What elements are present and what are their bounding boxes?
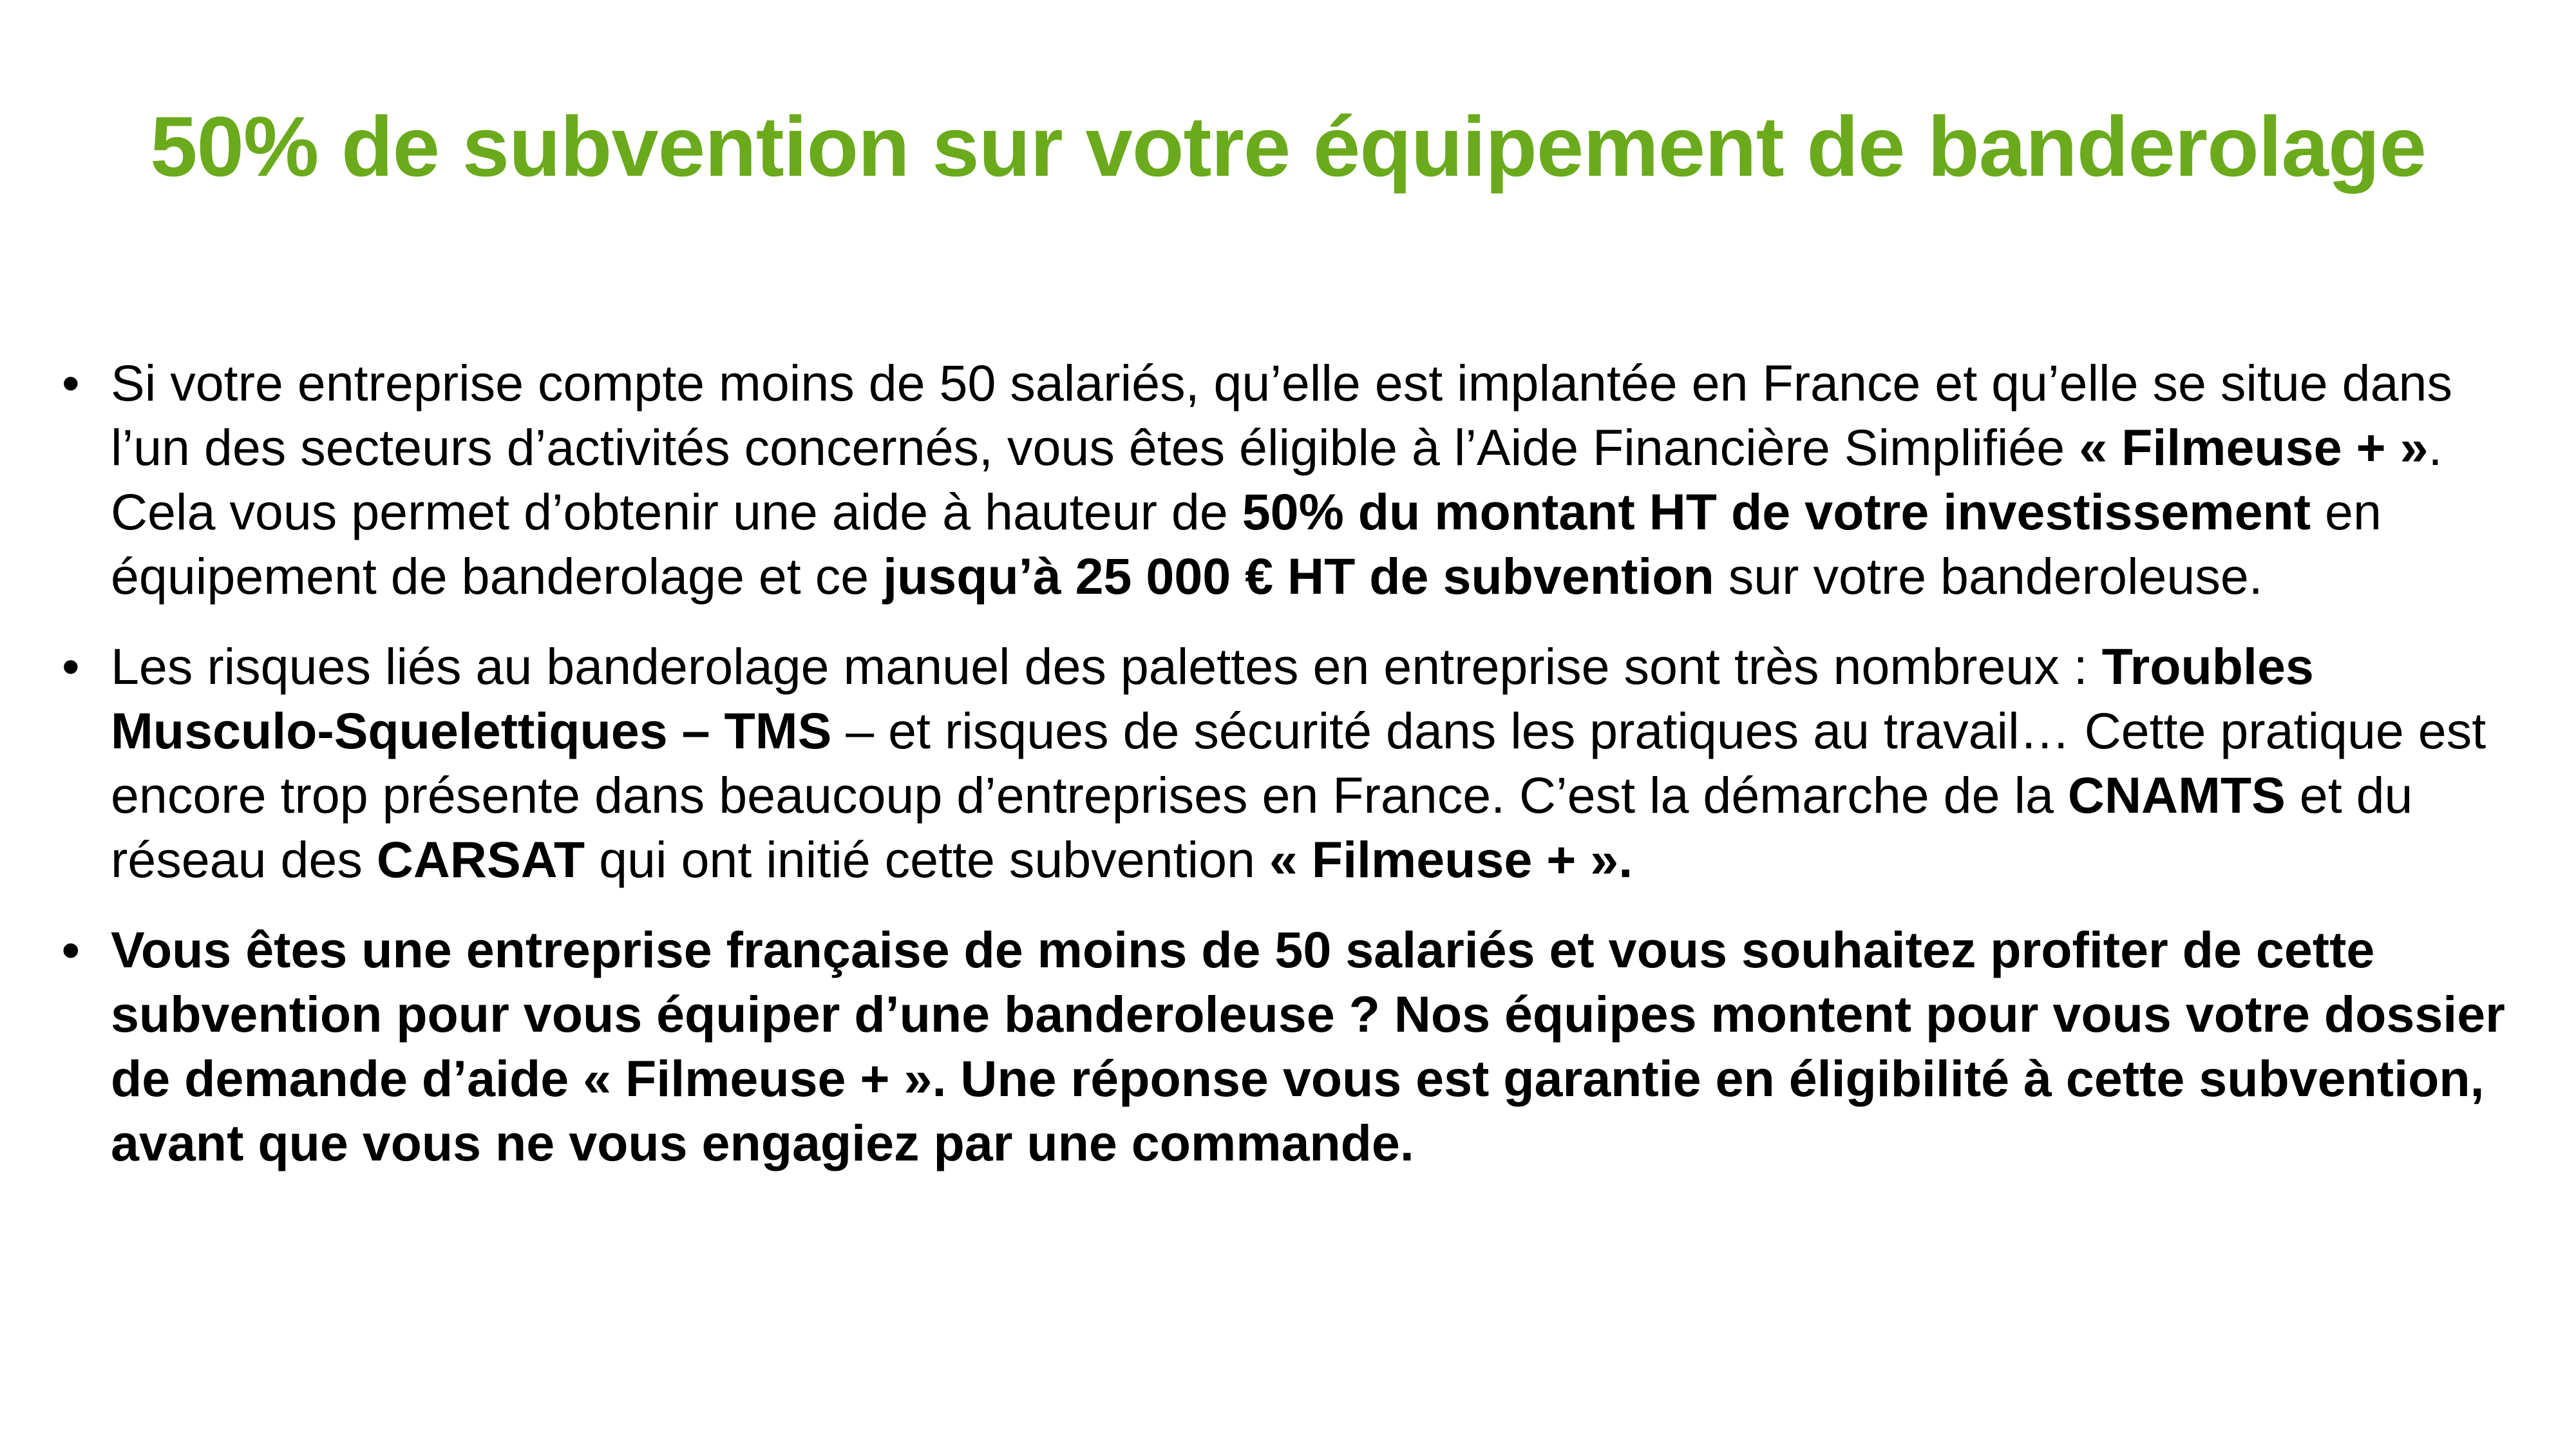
text-segment: sur votre banderoleuse. [1714,547,2263,605]
text-segment: qui ont initié cette subvention [585,831,1269,888]
bold-segment: CARSAT [376,831,585,888]
text-segment: en équipement de banderolage et ce [111,483,2382,605]
bullet-call-to-action [58,918,2544,1175]
bullet-list [58,351,2544,1201]
bold-segment: « Filmeuse + ». [1269,831,1633,888]
bold-segment: jusqu’à 25 000 € HT de subvention [883,547,1714,605]
bold-segment: « Filmeuse + » [2079,419,2429,476]
text-segment: et du réseau des [111,766,2413,888]
bullet-eligibility [58,351,2544,609]
text-segment: Vous êtes une entreprise française de moins de 50 salariés et vous souhaitez profiter de cette subvention pour vous équiper d’une banderoleuse ? Nos équipes montent pour vous votre dossier de demande d’aide « Filmeuse + ». Une réponse vous est garantie en éligibilité à cette subvention, avant que vous ne vous engagiez par une commande. [111,921,2505,1171]
text-segment: – et risques de sécurité dans les pratiques au travail… Cette pratique est encore trop présente dans beaucoup d’entreprises en France. C’est la démarche de la [111,702,2486,824]
bold-segment: 50% du montant HT de votre investissement [1242,483,2311,540]
text-segment: . Cela vous permet d’obtenir une aide à hauteur de [111,419,2443,540]
text-segment: Les risques liés au banderolage manuel des palettes en entreprise sont très nombreux : [111,638,2102,695]
bullet-icon: • [62,921,80,978]
bold-segment: Troubles Musculo-Squelettiques – TMS [111,638,2314,759]
page-title: 50% de subvention sur votre équipement de banderolage [150,99,2426,194]
text-segment: Si votre entreprise compte moins de 50 salariés, qu’elle est implantée en France et qu’elle se situe dans l’un des secteurs d’activités concernés, vous êtes éligible à l’Aide Financière Simplifiée [111,354,2452,476]
bold-segment: CNAMTS [2067,766,2286,824]
bullet-icon: • [62,354,80,412]
bullet-risks [58,634,2544,892]
bullet-icon: • [62,638,80,695]
